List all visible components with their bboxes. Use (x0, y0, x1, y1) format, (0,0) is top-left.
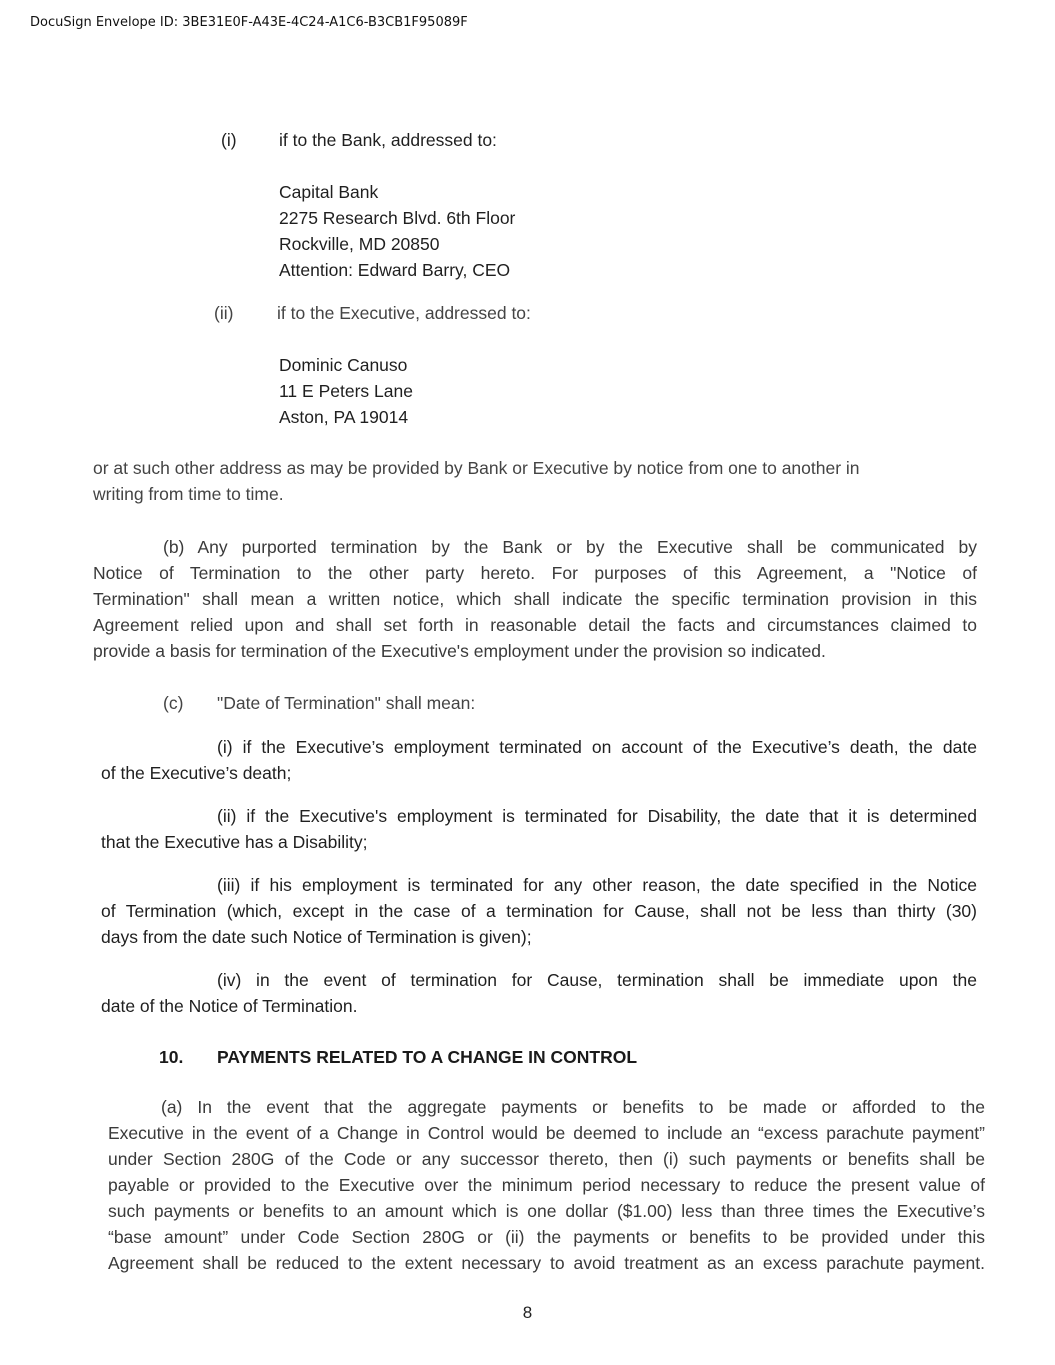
item-line: date of the Notice of Termination. (101, 996, 358, 1016)
paragraph-line: payable or provided to the Executive over the minimum period necessary to reduce the present value of (108, 1175, 985, 1195)
section-number: 10. (159, 1047, 184, 1067)
item-line: of Termination (which, except in the case of a termination for Cause, shall not be less than thirty (30) (101, 901, 977, 921)
item-line: (iii) if his employment is terminated for any other reason, the date specified in the Notice (217, 875, 977, 895)
bank-address-line: 2275 Research Blvd. 6th Floor (279, 208, 516, 228)
section-title: PAYMENTS RELATED TO A CHANGE IN CONTROL (217, 1047, 638, 1067)
exec-address-line: Aston, PA 19014 (279, 407, 409, 427)
paragraph-line: Agreement relied upon and shall set forth in reasonable detail the facts and circumstances claimed to (93, 615, 977, 635)
or-address-line: or at such other address as may be provided by Bank or Executive by notice from one to another in (93, 458, 860, 478)
item-line: days from the date such Notice of Termination is given); (101, 927, 532, 947)
notice-exec-lead: if to the Executive, addressed to: (277, 303, 531, 323)
date-of-termination-item (101, 803, 977, 855)
paragraph-c-marker: (c) (163, 693, 184, 713)
exec-address-line: 11 E Peters Lane (279, 381, 413, 401)
paragraph-line: (a) In the event that the aggregate payments or benefits to be made or afforded to the (161, 1097, 985, 1117)
paragraph-c-text: "Date of Termination" shall mean: (217, 693, 476, 713)
paragraph-line: Notice of Termination to the other party hereto. For purposes of this Agreement, a "Notice of (93, 563, 977, 583)
paragraph-line: Termination" shall mean a written notice, which shall indicate the specific termination provision in this (93, 589, 977, 609)
or-address-line: writing from time to time. (93, 484, 284, 504)
date-of-termination-item (101, 734, 977, 786)
notice-bank-marker: (i) (221, 130, 237, 150)
bank-address-line: Capital Bank (279, 182, 379, 202)
bank-address-line: Attention: Edward Barry, CEO (279, 260, 511, 280)
paragraph-line: “base amount” under Code Section 280G or (ii) the payments or benefits to be provided under this (108, 1227, 985, 1247)
bank-address-line: Rockville, MD 20850 (279, 234, 440, 254)
item-line: (ii) if the Executive's employment is terminated for Disability, the date that it is determined (217, 806, 977, 826)
item-line: (i) if the Executive’s employment terminated on account of the Executive’s death, the date (217, 737, 977, 757)
paragraph-line: (b) Any purported termination by the Bank or by the Executive shall be communicated by (163, 537, 977, 557)
item-line: that the Executive has a Disability; (101, 832, 368, 852)
notice-exec-marker: (ii) (214, 303, 234, 323)
page-number: 8 (522, 1303, 533, 1322)
paragraph-line: under Section 280G of the Code or any successor thereto, then (i) such payments or benefits shall be (108, 1149, 985, 1169)
paragraph-line: Executive in the event of a Change in Control would be deemed to include an “excess parachute payment” (108, 1123, 985, 1143)
exec-address-line: Dominic Canuso (279, 355, 408, 375)
paragraph-line: Agreement shall be reduced to the extent necessary to avoid treatment as an excess parachute payment. (108, 1253, 985, 1273)
item-line: of the Executive’s death; (101, 763, 292, 783)
paragraph-line: provide a basis for termination of the Executive's employment under the provision so indicated. (93, 641, 826, 661)
paragraph-10a (108, 1094, 985, 1276)
date-of-termination-item (101, 872, 977, 950)
docusign-envelope-id: DocuSign Envelope ID: 3BE31E0F-A43E-4C24-A1C6-B3CB1F95089F (30, 15, 468, 30)
notice-bank-lead: if to the Bank, addressed to: (279, 130, 497, 150)
item-line: (iv) in the event of termination for Cause, termination shall be immediate upon the (217, 970, 977, 990)
paragraph-line: such payments or benefits to an amount which is one dollar ($1.00) less than three times the Executive’s (108, 1201, 985, 1221)
date-of-termination-item (101, 967, 977, 1019)
paragraph-b (93, 534, 977, 664)
